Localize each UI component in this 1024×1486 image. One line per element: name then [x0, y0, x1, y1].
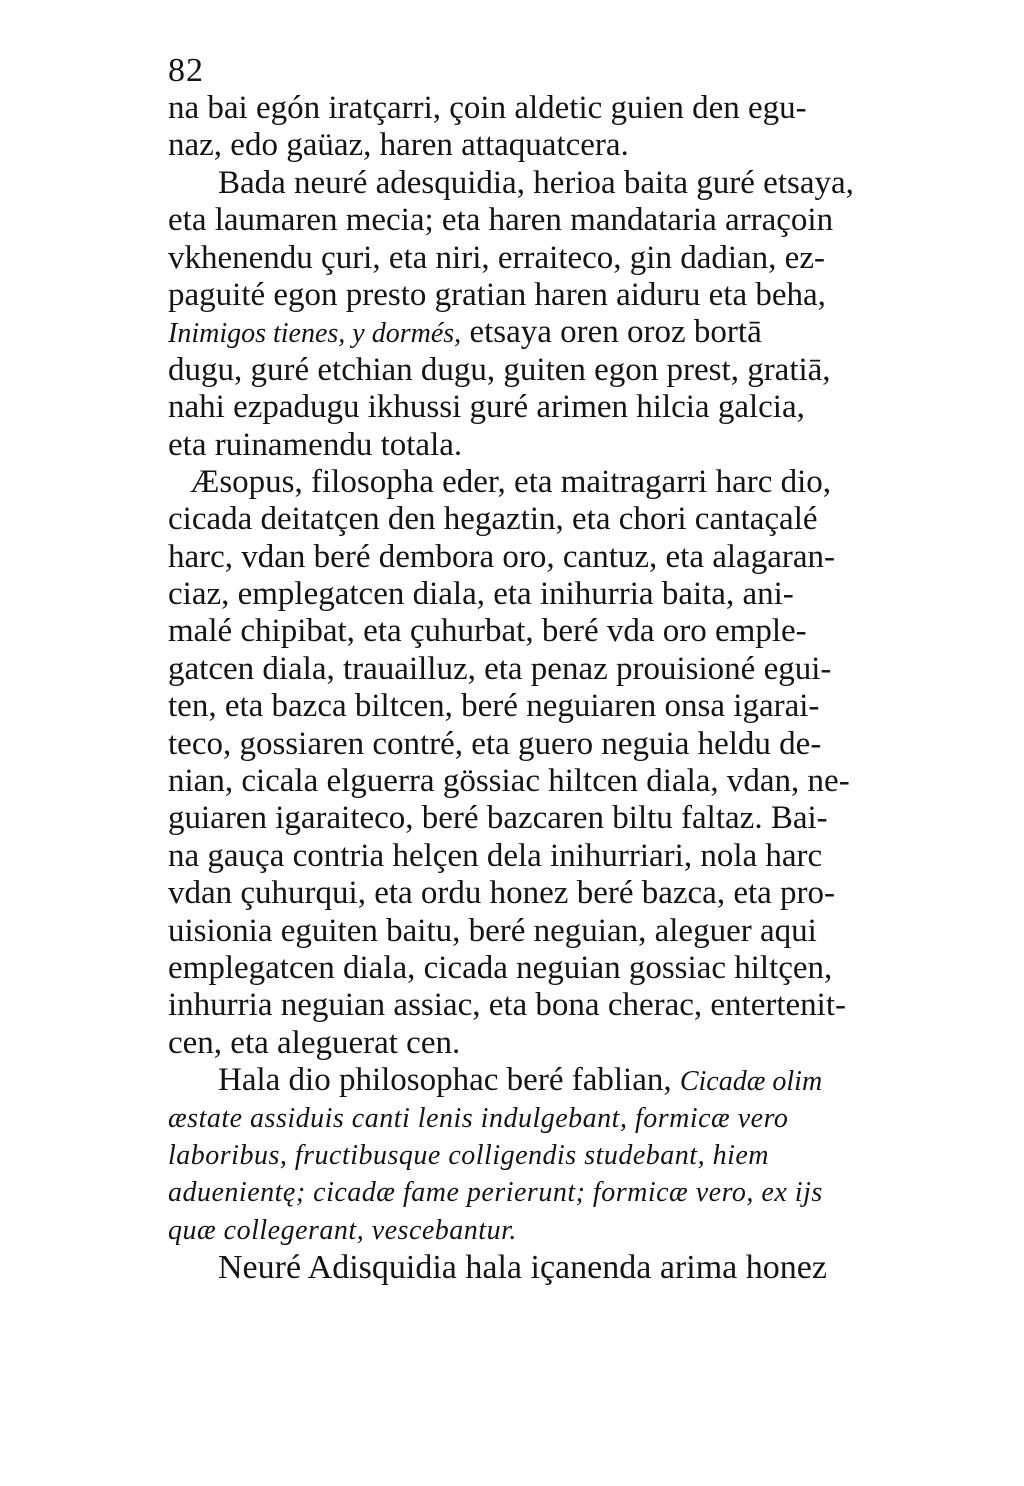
text-line: teco, gossiaren contré, eta guero neguia heldu de- [168, 725, 822, 762]
latin-quote-line: laboribus, fructibusque colligendis studebant, hiem [168, 1139, 770, 1171]
text-line: cicada deitatçen den hegaztin, eta chori cantaçalé [168, 501, 818, 538]
text-line: nian, cicala elguerra gössiac hiltcen diala, vdan, ne- [168, 763, 850, 800]
text-line: vdan çuhurqui, eta ordu honez beré bazca, eta pro- [168, 875, 836, 912]
text-line-with-italic [168, 1062, 938, 1099]
text-line: uisionia eguiten baitu, beré neguian, aleguer aqui [168, 912, 817, 949]
text-line: gatcen diala, trauailluz, eta penaz prouisioné egui- [168, 650, 832, 687]
text-line: ciaz, emplegatcen diala, eta inihurria baita, ani- [168, 576, 794, 613]
text-line: nahi ezpadugu ikhussi guré arimen hilcia galcia, [168, 389, 805, 426]
text-line: paguité egon presto gratian haren aiduru eta beha, [168, 276, 826, 313]
paragraph-start-line: Æsopus, filosopha eder, eta maitragarri harc dio, [190, 463, 832, 500]
latin-quote-line: quæ collegerant, vescebantur. [168, 1214, 517, 1246]
text-line: naz, edo gaüaz, haren attaquatcera. [168, 127, 629, 164]
text-line: eta laumaren mecia; eta haren mandataria arraçoin [168, 202, 834, 239]
text-line: na bai egón iratçarri, çoin aldetic guien den egu- [168, 90, 807, 126]
text-line: ten, eta bazca biltcen, beré neguiaren onsa igarai- [168, 688, 820, 725]
text-line: inhurria neguian assiac, eta bona cherac, entertenit- [168, 987, 846, 1024]
latin-quote-line: æstate assiduis canti lenis indulgebant, formicæ vero [168, 1102, 789, 1134]
paragraph-start-line: Neuré Adisquidia hala içanenda arima honez [218, 1249, 827, 1287]
text-segment: etsaya oren oroz bortā [469, 314, 762, 351]
text-line-with-italic [168, 314, 938, 351]
text-line: harc, vdan beré dembora oro, cantuz, eta alagaran- [168, 538, 835, 575]
text-line: emplegatcen diala, cicada neguian gossiac hiltçen, [168, 949, 833, 986]
text-line: cen, eta aleguerat cen. [168, 1024, 461, 1061]
text-line: eta ruinamendu totala. [168, 426, 463, 463]
text-line: malé chipibat, eta çuhurbat, beré vda oro emple- [168, 613, 807, 650]
latin-quote-line: aduenientę; cicadæ fame perierunt; formicæ vero, ex ijs [168, 1177, 823, 1209]
latin-quote-start: Cicadæ olim [679, 1066, 823, 1098]
body-text [168, 90, 938, 1287]
text-line: vkhenendu çuri, eta niri, erraiteco, gin dadian, ez- [168, 239, 825, 276]
paragraph-start-line: Bada neuré adesquidia, herioa baita guré etsaya, [218, 164, 854, 201]
text-line: dugu, guré etchian dugu, guiten egon prest, gratiā, [168, 351, 831, 388]
text-line: na gauça contria helçen dela inihurriari, nola harc [168, 837, 823, 874]
text-line: guiaren igaraiteco, beré bazcaren biltu faltaz. Bai- [168, 800, 828, 837]
text-segment: Hala dio philosophac beré fablian, [218, 1062, 680, 1099]
page-number: 82 [168, 52, 204, 89]
spanish-quote: Inimigos tienes, y dormés, [168, 318, 462, 350]
